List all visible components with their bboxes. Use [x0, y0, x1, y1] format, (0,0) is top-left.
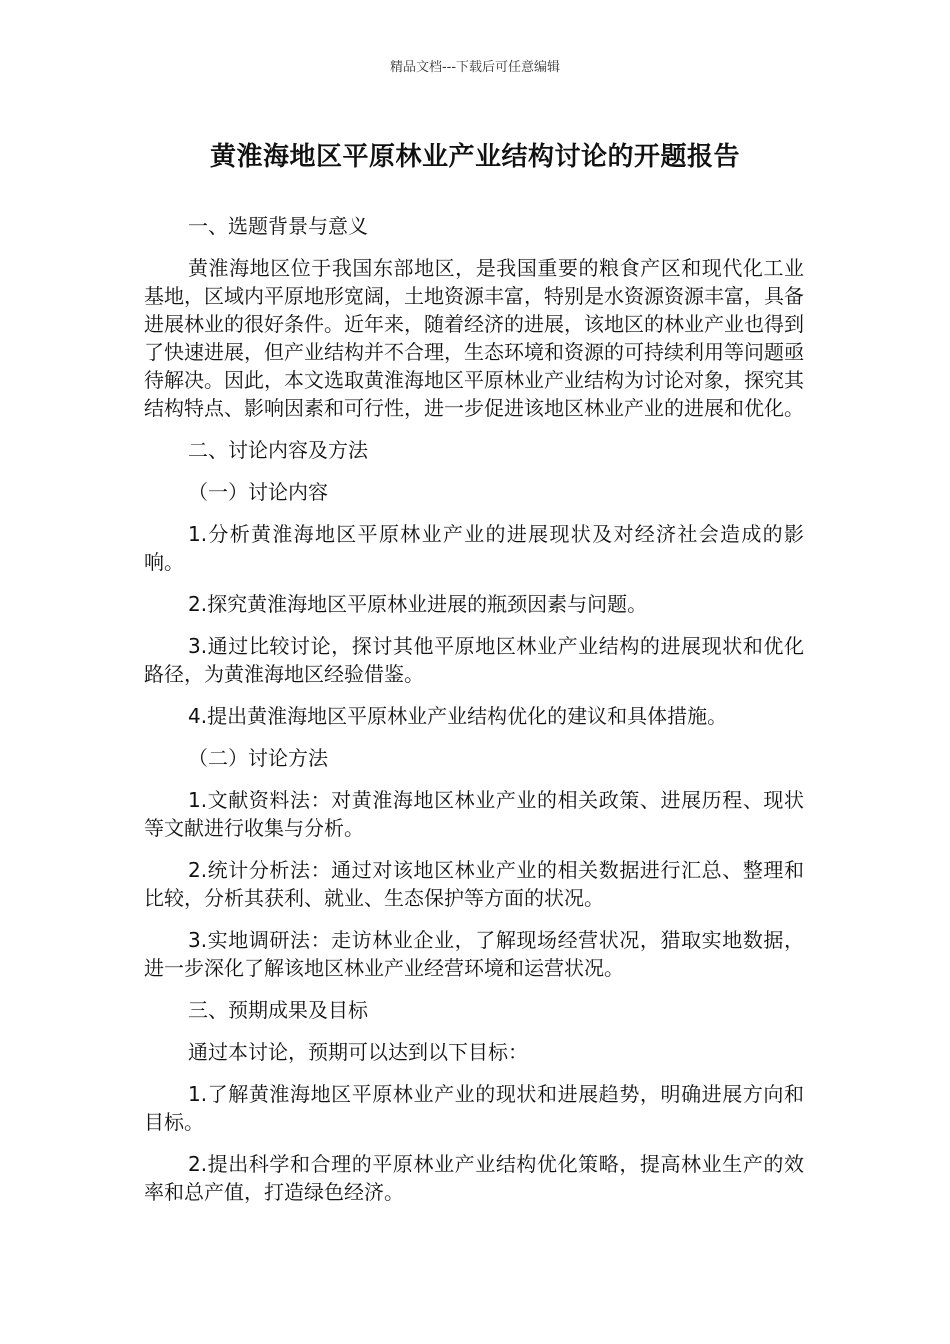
subheading-content: （一）讨论内容: [188, 480, 328, 504]
document-title: 黄淮海地区平原林业产业结构讨论的开题报告: [209, 142, 740, 172]
content-item-3: 3.通过比较讨论，探讨其他平原地区林业产业结构的进展现状和优化路径，为黄淮海地区经验借鉴。: [144, 634, 804, 686]
goal-item-1: 1.了解黄淮海地区平原林业产业的现状和进展趋势，明确进展方向和目标。: [144, 1082, 804, 1134]
subheading-methods: （二）讨论方法: [188, 746, 328, 770]
section-heading-expected-results: 三、预期成果及目标: [188, 998, 368, 1022]
expected-intro: 通过本讨论，预期可以达到以下目标：: [188, 1040, 528, 1064]
content-item-2: 2.探究黄淮海地区平原林业进展的瓶颈因素与问题。: [188, 592, 648, 616]
section-heading-background: 一、选题背景与意义: [188, 214, 368, 238]
method-item-1: 1.文献资料法：对黄淮海地区林业产业的相关政策、进展历程、现状等文献进行收集与分析。: [144, 788, 804, 840]
goal-item-2: 2.提出科学和合理的平原林业产业结构优化策略，提高林业生产的效率和总产值，打造绿色经济。: [144, 1152, 804, 1204]
page-header: 精品文档---下载后可任意编辑: [389, 60, 561, 75]
section-heading-content-methods: 二、讨论内容及方法: [188, 438, 368, 462]
method-item-3: 3.实地调研法：走访林业企业，了解现场经营状况，猎取实地数据，进一步深化了解该地区林业产业经营环境和运营状况。: [144, 928, 804, 980]
document-body: [144, 212, 804, 1220]
content-item-1: 1.分析黄淮海地区平原林业产业的进展现状及对经济社会造成的影响。: [144, 522, 804, 574]
content-item-4: 4.提出黄淮海地区平原林业产业结构优化的建议和具体措施。: [188, 704, 728, 728]
paragraph-background: 黄淮海地区位于我国东部地区，是我国重要的粮食产区和现代化工业基地，区域内平原地形宽阔，土地资源丰富，特别是水资源资源丰富，具备进展林业的很好条件。近年来，随着经济的进展，该地区的林业产业也得到了快速进展，但产业结构并不合理，生态环境和资源的可持续利用等问题亟待解决。因此，本文选取黄淮海地区平原林业产业结构为讨论对象，探究其结构特点、影响因素和可行性，进一步促进该地区林业产业的进展和优化。: [144, 256, 804, 420]
method-item-2: 2.统计分析法：通过对该地区林业产业的相关数据进行汇总、整理和比较，分析其获利、就业、生态保护等方面的状况。: [144, 858, 804, 910]
